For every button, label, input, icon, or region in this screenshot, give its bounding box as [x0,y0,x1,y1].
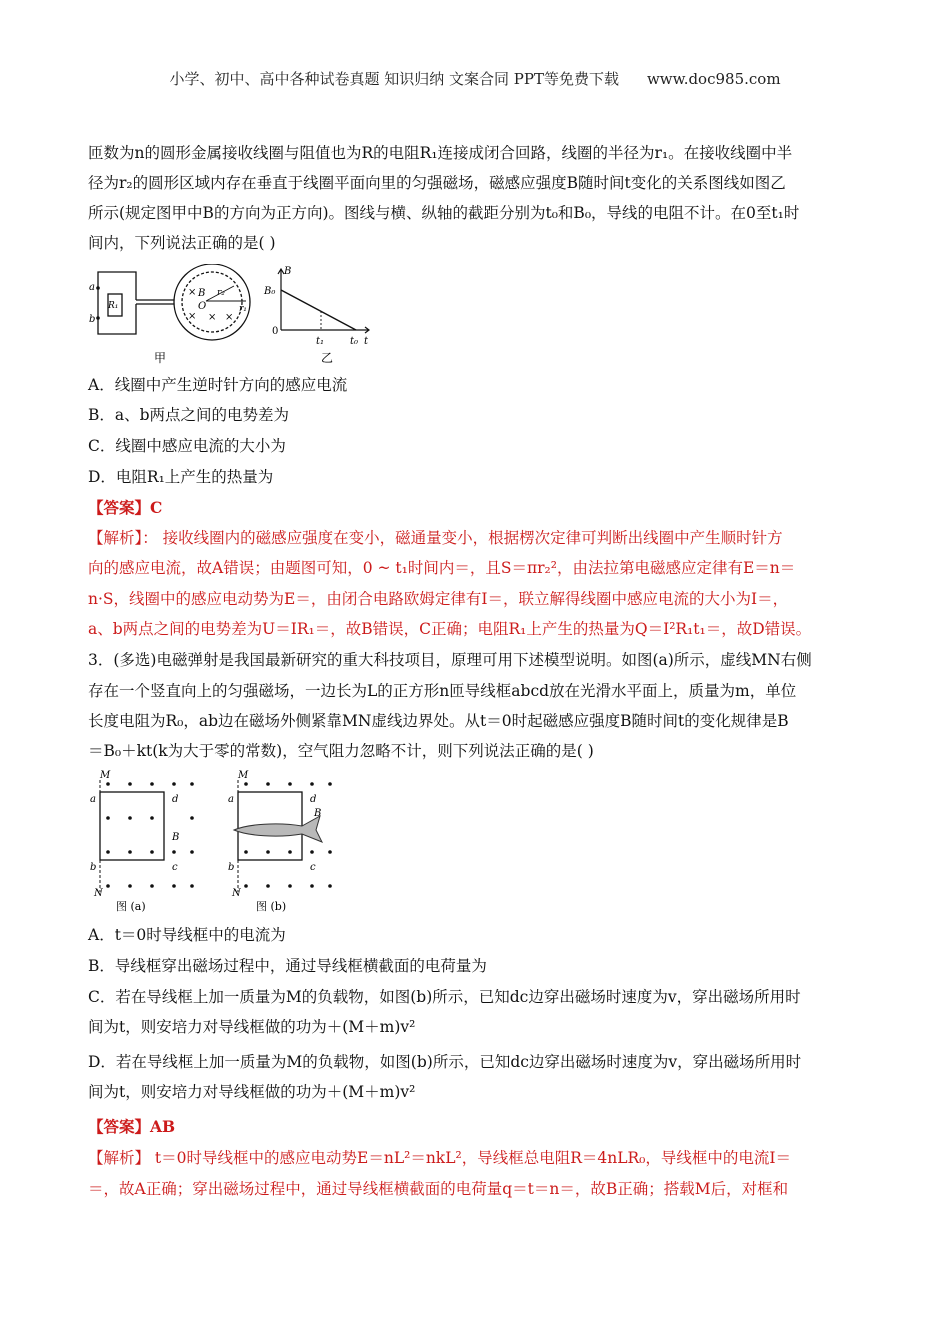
q3-stem-line-4: ＝B₀＋kt(k为大于零的常数)，空气阻力忽略不计，则下列说法正确的是( ) [88,742,594,760]
q2-option-d: D．电阻R₁上产生的热量为 [88,468,274,486]
q3-option-c-line-1: C．若在导线框上加一质量为M的负载物，如图(b)所示，已知dc边穿出磁场时速度为v，穿出磁场所用时 [88,988,801,1006]
q2-analysis-line-2: 向的感应电流，故A错误；由题图可知，0 ~ t₁时间内＝，且S＝πr₂²，由法拉第电磁感应定律有E＝n＝ [88,559,796,577]
cross-2: × [188,311,197,322]
label-B-a: B [172,832,180,843]
label-c-a: c [172,862,178,873]
q2-option-c: C．线圈中感应电流的大小为 [88,437,286,455]
b-t-graph [278,269,369,333]
label-M-a: M [100,770,111,781]
q3-stem-line-1: 3．(多选)电磁弹射是我国最新研究的重大科技项目，原理可用下述模型说明。如图(a)所示，虚线MN右侧 [88,651,812,669]
cross-4: × [225,312,234,323]
label-R1: R₁ [108,301,119,311]
axis-t: t [364,336,369,347]
q2-analysis-line-4: a、b两点之间的电势差为U＝IR₁＝，故B错误，C正确；电阻R₁上产生的热量为Q＝I²R₁t₁＝，故D错误。 [88,620,812,638]
q2-analysis-line-1: 【解析】： 接收线圈内的磁感应强度在变小，磁通量变小，根据楞次定律可判断出线圈中产生顺时针方 [88,529,783,547]
q2-stem-line-4: 间内，下列说法正确的是( ) [88,234,276,252]
q2-stem-line-3: 所示(规定图甲中B的方向为正方向)。图线与横、纵轴的截距分别为t₀和B₀，导线的电阻不计。在0至t₁时 [88,204,800,222]
label-b: b [89,314,96,325]
header-site: www.doc985.com [646,70,781,88]
label-B-center: B [198,288,206,299]
label-M-b: M [238,770,249,781]
figure-a [90,770,194,913]
q3-figure [88,766,348,920]
tick-t1: t₁ [316,336,325,347]
label-d-b: d [310,794,317,805]
label-O: O [198,301,207,312]
q3-option-a: A．t＝0时导线框中的电流为 [88,926,286,944]
page-header [0,68,950,89]
axis-B: B [284,266,292,277]
label-a: a [89,282,95,293]
q2-figure [86,264,386,372]
q2-stem-line-1: 匝数为n的圆形金属接收线圈与阻值也为R的电阻R₁连接成闭合回路，线圈的半径为r₁。在接收线圈中半 [88,144,793,162]
tick-0: 0 [272,326,279,337]
caption-left: 甲 [154,351,167,365]
caption-right: 乙 [321,351,334,365]
label-c-b: c [310,862,316,873]
q3-analysis-line-1: 【解析】 t＝0时导线框中的感应电动势E＝nL²＝nkL²，导线框总电阻R＝4nLR₀，导线框中的电流I＝ [88,1149,792,1167]
label-B-b: B [314,808,322,819]
tick-B0: B₀ [264,286,276,297]
label-r1: r₁ [239,304,247,314]
caption-a: 图 (a) [116,900,146,913]
q3-option-d-line-1: D．若在导线框上加一质量为M的负载物，如图(b)所示，已知dc边穿出磁场时速度为v，穿出磁场所用时 [88,1053,802,1071]
q3-stem-line-3: 长度电阻为R₀，ab边在磁场外侧紧靠MN虚线边界处。从t＝0时起磁感应强度B随时间t的变化规律是B [88,712,789,730]
tick-t0: t₀ [350,336,359,347]
label-d-a: d [172,794,179,805]
field-dots-a [106,782,194,888]
label-N-a: N [94,888,103,899]
q2-analysis-line-3: n·S，线圈中的感应电动势为E＝，由闭合电路欧姆定律有I＝，联立解得线圈中感应电流的大小为I＝， [88,590,789,608]
q3-stem-line-2: 存在一个竖直向上的匀强磁场，一边长为L的正方形n匝导线框abcd放在光滑水平面上，质量为m，单位 [88,682,797,700]
q2-answer: 【答案】C [88,498,163,517]
label-r2: r₂ [217,288,225,298]
q2-option-a: A．线圈中产生逆时针方向的感应电流 [88,376,348,394]
q2-stem-line-2: 径为r₂的圆形区域内存在垂直于线圈平面向里的匀强磁场，磁感应强度B随时间t变化的关系图线如图乙 [88,174,786,192]
q3-answer: 【答案】AB [88,1117,176,1136]
label-a-a: a [90,794,96,805]
q3-option-b: B．导线框穿出磁场过程中，通过导线框横截面的电荷量为 [88,957,487,975]
figure-b [228,770,332,913]
caption-b: 图 (b) [256,900,287,913]
cross-1: × [188,287,197,298]
circuit-diagram [98,264,250,340]
q3-option-c-line-2: 间为t，则安培力对导线框做的功为＋(M＋m)v² [88,1018,416,1036]
label-N-b: N [232,888,241,899]
label-b-b: b [228,862,235,873]
header-text: 小学、初中、高中各种试卷真题 知识归纳 文案合同 PPT等免费下载 [169,70,619,88]
label-b-a: b [90,862,97,873]
q2-option-b: B．a、b两点之间的电势差为 [88,406,290,424]
label-a-b: a [228,794,234,805]
q3-analysis-line-2: ＝，故A正确；穿出磁场过程中，通过导线框横截面的电荷量q＝t＝n＝，故B正确；搭载M后，对框和 [88,1180,789,1198]
cross-3: × [208,312,217,323]
q3-option-d-line-2: 间为t，则安培力对导线框做的功为＋(M＋m)v² [88,1083,416,1101]
